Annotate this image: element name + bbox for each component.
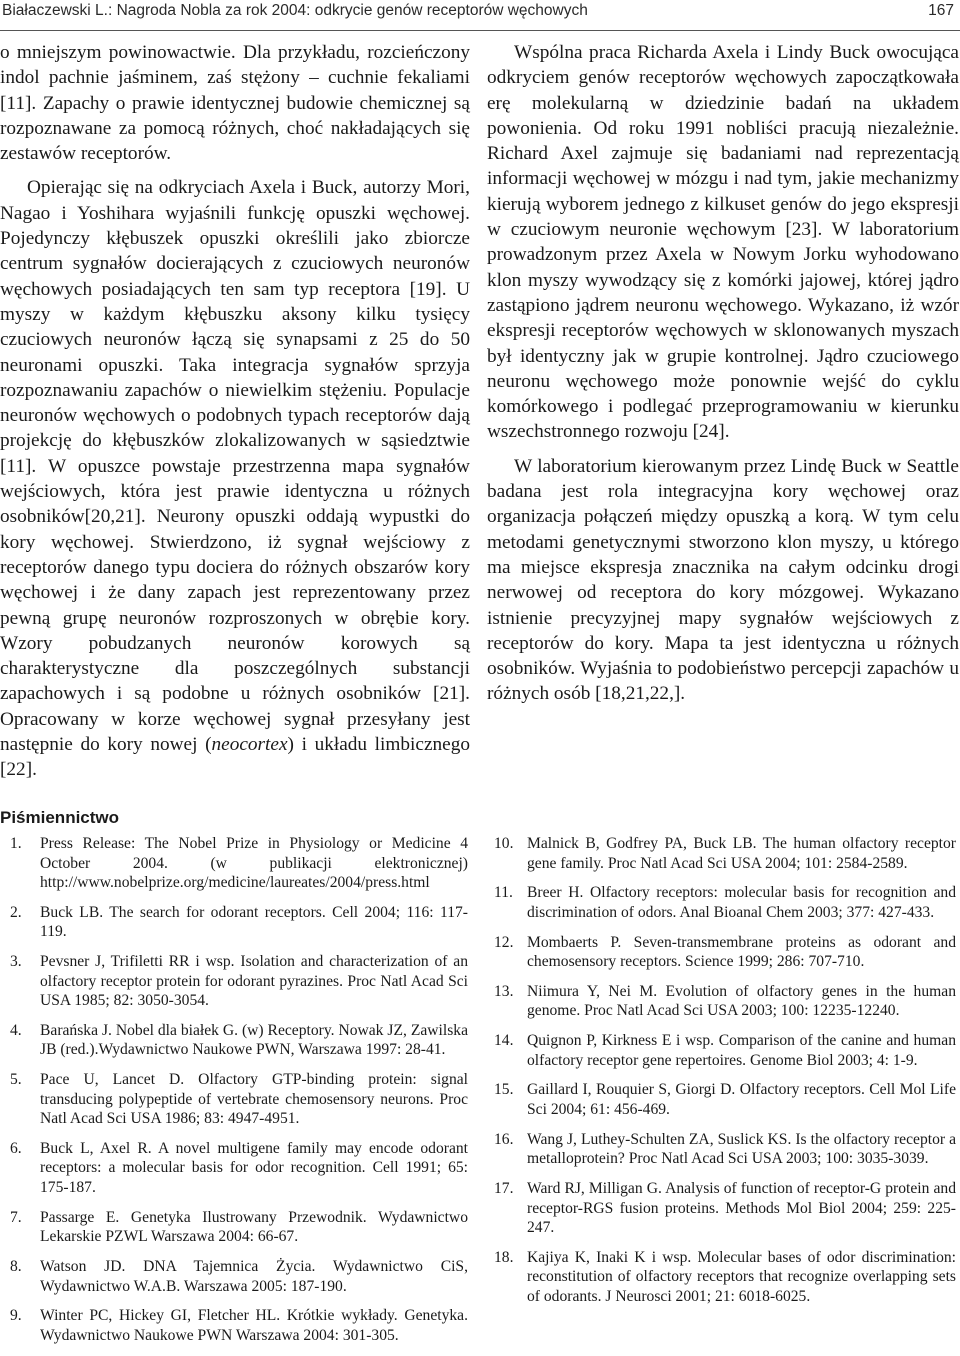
references-list-left <box>10 834 468 1356</box>
reference-item <box>10 1257 468 1296</box>
reference-text: Wang J, Luthey-Schulten ZA, Suslick KS. Is the olfactory receptor a metalloprotein? Proc Natl Acad Sci USA 2003; 100: 3035-3039. <box>527 1130 956 1168</box>
reference-number: 13. <box>494 982 514 1000</box>
right-paragraph-1: Wspólna praca Richarda Axela i Lindy Buck owocująca odkryciem genów receptorów węchowych zapoczątkowała erę molekularną w dziedzinie badań na układem powonienia. Od roku 1991 nobliści pracują niezależnie. Richard Axel zajmuje się badaniami nad reprezentacją informacji węchowej w mózgu i nad tym, jakie mechanizmy kierują wyborem jednego z kilkuset genów do jego ekspresji w czuciowym neuronie węchowym [23]. W laboratorium prowadzonym przez Axela w Nowym Jorku wyhodowano klon myszy wywodzący się z komórki jajowej, której jądro zastąpiono jądrem neuronu węchowego. Wykazano, iż wzór ekspresji receptorów węchowych w sklonowanych myszach był identyczny jak w grupie kontrolnej. Jądro czuciowego neuronu węchowego może ponownie wejść do cyklu komórkowego i podlegać przeprogramowaniu w kierunku wszechstronnego rozwoju [24]. <box>487 42 959 443</box>
reference-item <box>494 883 956 922</box>
running-header <box>0 0 960 31</box>
reference-text: Niimura Y, Nei M. Evolution of olfactory genes in the human genome. Proc Natl Acad Sci USA 2003; 100: 12235-12240. <box>527 982 956 1020</box>
reference-number: 2. <box>10 903 22 921</box>
reference-text: Pevsner J, Trifiletti RR i wsp. Isolation and characterization of an olfactory receptor protein for odorant pyrazines. Proc Natl Acad Sci USA 1985; 82: 3050-3054. <box>40 953 468 1010</box>
reference-text: Winter PC, Hickey GI, Fletcher HL. Krótkie wykłady. Genetyka. Wydawnictwo Naukowe PWN Warszawa 2004: 301-305. <box>40 1307 468 1344</box>
references-list-right <box>494 834 956 1317</box>
reference-number: 8. <box>10 1258 22 1276</box>
reference-number: 15. <box>494 1081 514 1099</box>
reference-text: Gaillard I, Rouquier S, Giorgi D. Olfactory receptors. Cell Mol Life Sci 2004; 61: 456-469. <box>527 1081 956 1118</box>
reference-item <box>494 982 956 1021</box>
reference-item <box>10 1139 468 1198</box>
reference-text: Kajiya K, Inaki K i wsp. Molecular bases of odor discrimination: reconstitution of olfactory receptors that recognize overlapping sets of odorants. J Neurosci 2001; 21: 6018-6025. <box>527 1248 956 1305</box>
reference-item <box>10 1021 468 1060</box>
reference-text: Mombaerts P. Seven-transmembrane proteins as odorant and chemosensory receptors. Science 1999; 286: 707-710. <box>527 933 956 971</box>
running-header-title: Białaczewski L.: Nagroda Nobla za rok 2004: odkrycie genów receptorów węchowych <box>2 2 588 19</box>
reference-text: Barańska J. Nobel dla białek G. (w) Receptory. Nowak JZ, Zawilska JB (red.).Wydawnictwo Naukowe PWN, Warszawa 1997: 28-41. <box>40 1021 468 1059</box>
reference-item <box>10 1306 468 1345</box>
reference-item <box>10 903 468 942</box>
reference-text: Buck LB. The search for odorant receptors. Cell 2004; 116: 117-119. <box>40 903 468 941</box>
reference-text: Malnick B, Godfrey PA, Buck LB. The human olfactory receptor gene family. Proc Natl Acad Sci USA 2004; 101: 2584-2589. <box>527 835 956 872</box>
left-paragraph-2-text: Opierając się na odkryciach Axela i Buck, autorzy Mori, Nagao i Yoshihara wyjaśnili funkcję opuszki węchowej. Pojedynczy kłębuszek opuszki określili jako zbiorcze centrum sygnałów docierających z czuciowych neuronów węchowych posiadających ten sam typ receptora [19]. U myszy w każdym kłębuszku aksony kilku tysięcy czuciowych neuronów łączą się synapsami z 25 do 50 neuronami opuszki. Taka integracja sygnałów sprzyja rozpoznawaniu zapachów o niewielkim stężeniu. Populacje neuronów węchowych o podobnych typach receptorów dają projekcję do kłębuszków zlokalizowanych w sąsiedztwie [11]. W opuszce powstaje przestrzenna mapa sygnałów wejściowych, która jest prawie identyczna u różnych osobników[20,21]. Neurony opuszki oddają wypustki do kory węchowej. Stwierdzono, iż sygnał wejściowy z receptorów danego typu dociera do różnych obszarów kory węchowej i że dany zapach jest reprezentowany przez pewną grupę neuronów rozproszonych w obrębie kory. Wzory pobudzanych neuronów korowych są charakterystyczne dla poszczególnych substancji zapachowych i są podobne u różnych osobników [21]. Opracowany w korze węchowej sygnał przesyłany jest następnie do kory nowej ( <box>0 177 470 756</box>
reference-number: 14. <box>494 1032 514 1050</box>
reference-number: 4. <box>10 1021 22 1039</box>
reference-item <box>10 952 468 1011</box>
right-paragraph-2: W laboratorium kierowanym przez Lindę Buck w Seattle badana jest rola integracyjna kory węchowej oraz organizacja połączeń między opuszką a korą. W tym celu metodami genetycznymi stworzono klon myszy, u którego ma miejsce ekspresja znacznika na całym odcinku drogi nerwowej od receptora do kory mózgowej. Wykazano istnienie precyzyjnej mapy sygnałów wejściowych z receptorów do kory. Mapa ta jest identyczna u różnych osobników. Wyjaśnia to podobieństwo percepcji zapachów u różnych osób [18,21,22,]. <box>487 455 959 705</box>
reference-item <box>10 1208 468 1247</box>
left-paragraph-2 <box>0 175 470 782</box>
references-heading: Piśmiennictwo <box>0 808 120 827</box>
reference-item <box>10 834 468 893</box>
reference-text: Passarge E. Genetyka Ilustrowany Przewodnik. Wydawnictwo Lekarskie PZWL Warszawa 2004: 66-67. <box>40 1208 468 1246</box>
neocortex-term: neocortex <box>211 734 288 756</box>
reference-text: Press Release: The Nobel Prize in Physiology or Medicine 4 October 2004. (w publikacji elektronicznej) http://www.nobelprize.org/medicine/laureates/2004/press.html <box>40 835 468 891</box>
reference-number: 10. <box>494 835 514 852</box>
reference-number: 17. <box>494 1180 514 1198</box>
reference-text: Breer H. Olfactory receptors: molecular basis for recognition and discrimination of odors. Anal Bioanal Chem 2003; 377: 427-433. <box>527 884 956 921</box>
reference-item <box>494 1080 956 1119</box>
left-paragraph-1: o mniejszym powinowactwie. Dla przykładu, rozcieńczony indol pachnie jaśminem, zaś stężony – cuchnie fekaliami [11]. Zapachy o prawie identycznej budowie chemicznej są rozpoznawane za pomocą różnych, choć nakładających się zestawów receptorów. <box>0 42 470 165</box>
reference-item <box>494 933 956 972</box>
reference-text: Ward RJ, Milligan G. Analysis of function of receptor-G protein and receptor-RGS fusion proteins. Methods Mol Biol 2004; 259: 225-247. <box>527 1180 956 1237</box>
page-number: 167 <box>928 2 954 19</box>
reference-number: 11. <box>494 884 513 902</box>
left-text-column <box>0 40 470 783</box>
reference-number: 16. <box>494 1130 514 1148</box>
reference-number: 5. <box>10 1071 22 1089</box>
reference-number: 1. <box>10 835 22 852</box>
reference-number: 3. <box>10 953 22 971</box>
reference-number: 12. <box>494 933 514 951</box>
reference-item <box>494 1130 956 1169</box>
left-paragraph-2-end: ) i układu limbicznego [22]. <box>0 734 470 781</box>
reference-item <box>494 834 956 873</box>
reference-item <box>494 1248 956 1307</box>
reference-number: 9. <box>10 1307 22 1325</box>
reference-text: Buck L, Axel R. A novel multigene family may encode odorant receptors: a molecular basis for odor recognition. Cell 1991; 65: 175-187. <box>40 1139 468 1196</box>
reference-text: Quignon P, Kirkness E i wsp. Comparison of the canine and human olfactory receptor gene repertoires. Genome Biol 2003; 4: 1-9. <box>527 1032 956 1069</box>
reference-item <box>494 1031 956 1070</box>
reference-number: 6. <box>10 1139 22 1157</box>
reference-number: 7. <box>10 1208 22 1226</box>
right-text-column <box>487 40 959 707</box>
reference-item <box>494 1179 956 1238</box>
reference-text: Watson JD. DNA Tajemnica Życia. Wydawnictwo CiS, Wydawnictwo W.A.B. Warszawa 2005: 187-190. <box>40 1258 468 1295</box>
reference-number: 18. <box>494 1248 514 1266</box>
reference-item <box>10 1070 468 1129</box>
reference-text: Pace U, Lancet D. Olfactory GTP-binding protein: signal transducing polypeptide of vertebrate chemosensory neurons. Proc Natl Acad Sci USA 1986; 83: 4947-4951. <box>40 1071 468 1128</box>
